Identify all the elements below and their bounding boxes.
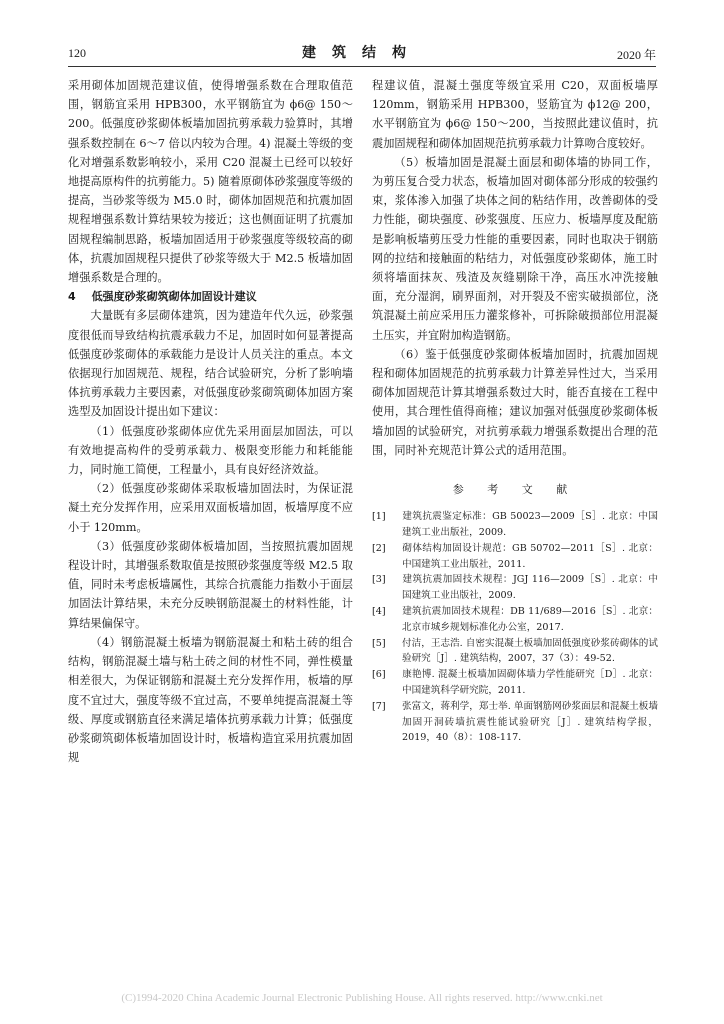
suggestion-item: （5）板墙加固是混凝土面层和砌体墙的协同工作，为剪压复合受力状态，板墙加固对砌体部分形成的较强约束，浆体渗入加强了块体之间的粘结作用，改善砌体的受力性能，砌块强度、砂浆强度、压应力、板墙厚度及配筋是影响板墙剪压受力性能的重要因素，同时也取决于钢筋网的拉结和接触面的粘结力，对低强度砂浆砌体，施工时须将墙面抹灰、残渣及灰缝剔除干净，高压水冲洗接触面，充分湿润，刷界面剂，对开裂及不密实破损部位，浇筑混凝土前应采用压力灌浆修补，可拆除破损部位用混凝土压实，并宜附加构造钢筋。	[372, 155, 658, 342]
reference-text: 康艳博. 混凝土板墙加固砌体墙力学性能研究［D］. 北京：中国建筑科学研究院，2011.	[402, 669, 658, 697]
reference-number: [7]	[372, 700, 386, 712]
suggestion-item: （1）低强度砂浆砌体应优先采用面层加固法，可以有效地提高构件的受剪承载力、极限变形能力和耗能能力，同时施工简便，工程量小，具有良好经济效益。	[68, 424, 353, 477]
reference-item	[372, 572, 658, 604]
suggestion-item: （6）鉴于低强度砂浆砌体板墙加固时，抗震加固规程和砌体加固规范的抗剪承载力计算差异性过大，当采用砌体加固规范计算其增强系数过大时，能否直接在工程中使用，其合理性值得商榷；建议加强对低强度砂浆砌体板墙加固的试验研究，对抗剪承载力增强系数提出合理的范围，同时补充规范计算公式的适用范围。	[372, 347, 658, 457]
reference-item	[372, 636, 658, 668]
reference-item	[372, 699, 658, 746]
reference-item	[372, 509, 658, 541]
reference-number: [2]	[372, 542, 386, 554]
reference-text: 建筑抗震鉴定标准：GB 50023—2009［S］. 北京：中国建筑工业出版社，2009.	[402, 511, 658, 539]
reference-number: [5]	[372, 637, 386, 649]
reference-text: 付洁，王志浩. 自密实混凝土板墙加固低强度砂浆砖砌体的试验研究［J］. 建筑结构，2007，37（3）：49-52.	[402, 637, 658, 665]
reference-item	[372, 541, 658, 573]
copyright-footer: (C)1994-2020 China Academic Journal Electronic Publishing House. All rights reserved. http://www.cnki.net	[121, 992, 603, 1004]
header-rule	[68, 66, 656, 67]
reference-text: 砌体结构加固设计规范：GB 50702—2011［S］. 北京：中国建筑工业出版社，2011.	[402, 542, 658, 570]
section-number: 4	[68, 290, 76, 304]
reference-number: [4]	[372, 606, 386, 618]
body-paragraph: 程建议值，混凝土强度等级宜采用 C20，双面板墙厚 120mm，钢筋采用 HPB300，竖筋宜为 ϕ12@ 200，水平钢筋宜为 ϕ6@ 150～200，当按照此建议值时，抗震加固规程和砌体加固规范抗剪承载力计算吻合度较好。	[372, 79, 658, 150]
reference-item	[372, 667, 658, 699]
reference-text: 建筑抗震加固技术规程：DB 11/689—2016［S］. 北京：北京市城乡规划标准化办公室，2017.	[402, 606, 658, 633]
section-heading	[68, 287, 353, 306]
left-column	[68, 76, 353, 767]
body-paragraph: 大量既有多层砌体建筑，因为建造年代久远，砂浆强度很低而导致结构抗震承载力不足，加固时如何显著提高低强度砂浆砌体的承载能力是设计人员关注的重点。本文依据现行加固规范、规程，结合试验研究，分析了影响墙体抗剪承载力主要因素，对低强度砂浆砌筑砌体加固方案选型及加固设计提出如下建议：	[68, 309, 353, 419]
suggestion-item: （2）低强度砂浆砌体采取板墙加固法时，为保证混凝土充分发挥作用，应采用双面板墙加固，板墙厚度不应小于 120mm。	[68, 482, 353, 534]
journal-title: 建筑结构	[302, 45, 422, 61]
references-heading: 参 考 文 献	[452, 483, 578, 497]
page-number: 120	[68, 46, 86, 60]
right-column	[372, 76, 658, 746]
running-header	[68, 42, 656, 66]
section-title: 低强度砂浆砌筑砌体加固设计建议	[91, 290, 257, 304]
body-paragraph: 采用砌体加固规范建议值，使得增强系数在合理取值范围，钢筋宜采用 HPB300，水平钢筋宜为 ϕ6@ 150～200。低强度砂浆砌体板墙加固抗剪承载力验算时，其增强系数控制在 6～7 倍以内较为合理。4) 混凝土等级的变化对增强系数影响较小，采用 C20 混凝土已经可以较好地提高原构件的抗剪能力。5) 随着原砌体砂浆强度等级的提高，当砂浆等级为 M5.0 时，砌体加固规范和抗震加固规程增强系数计算结果较为接近；这也侧面证明了抗震加固规程编制思路，板墙加固适用于砂浆强度等级较高的砌体，抗震加固规程只提供了砂浆等级大于 M2.5 板墙加固增强系数是合理的。	[68, 79, 353, 285]
reference-text: 建筑抗震加固技术规程：JGJ 116—2009［S］. 北京：中国建筑工业出版社，2009.	[402, 574, 658, 602]
reference-number: [6]	[372, 669, 386, 681]
reference-number: [3]	[372, 574, 386, 586]
issue-year: 2020 年	[616, 48, 656, 62]
reference-item	[372, 604, 658, 636]
reference-text: 张富文，蒋利学，郑士举. 单面钢筋网砂浆面层和混凝土板墙加固开洞砖墙抗震性能试验研究［J］. 建筑结构学报，2019，40（8）：108-117.	[402, 700, 658, 744]
suggestion-item: （4）钢筋混凝土板墙为钢筋混凝土和粘土砖的组合结构，钢筋混凝土墙与粘土砖之间的材性不同，弹性模量相差很大，为保证钢筋和混凝土充分发挥作用，板墙的厚度不宜过大，强度等级不宜过高，不要单纯提高混凝土等级、厚度或钢筋直径来满足墙体抗剪承载力计算；低强度砂浆砌筑砌体板墙加固设计时，板墙构造宜采用抗震加固规	[68, 635, 353, 765]
reference-number: [1]	[372, 511, 386, 523]
suggestion-item: （3）低强度砂浆砌体板墙加固，当按照抗震加固规程设计时，其增强系数取值是按照砂浆强度等级 M2.5 取值，同时未考虑板墙属性，其综合抗震能力指数小于面层加固法计算结果，未充分反映钢筋混凝土的材料性能，计算结果偏保守。	[68, 539, 353, 630]
